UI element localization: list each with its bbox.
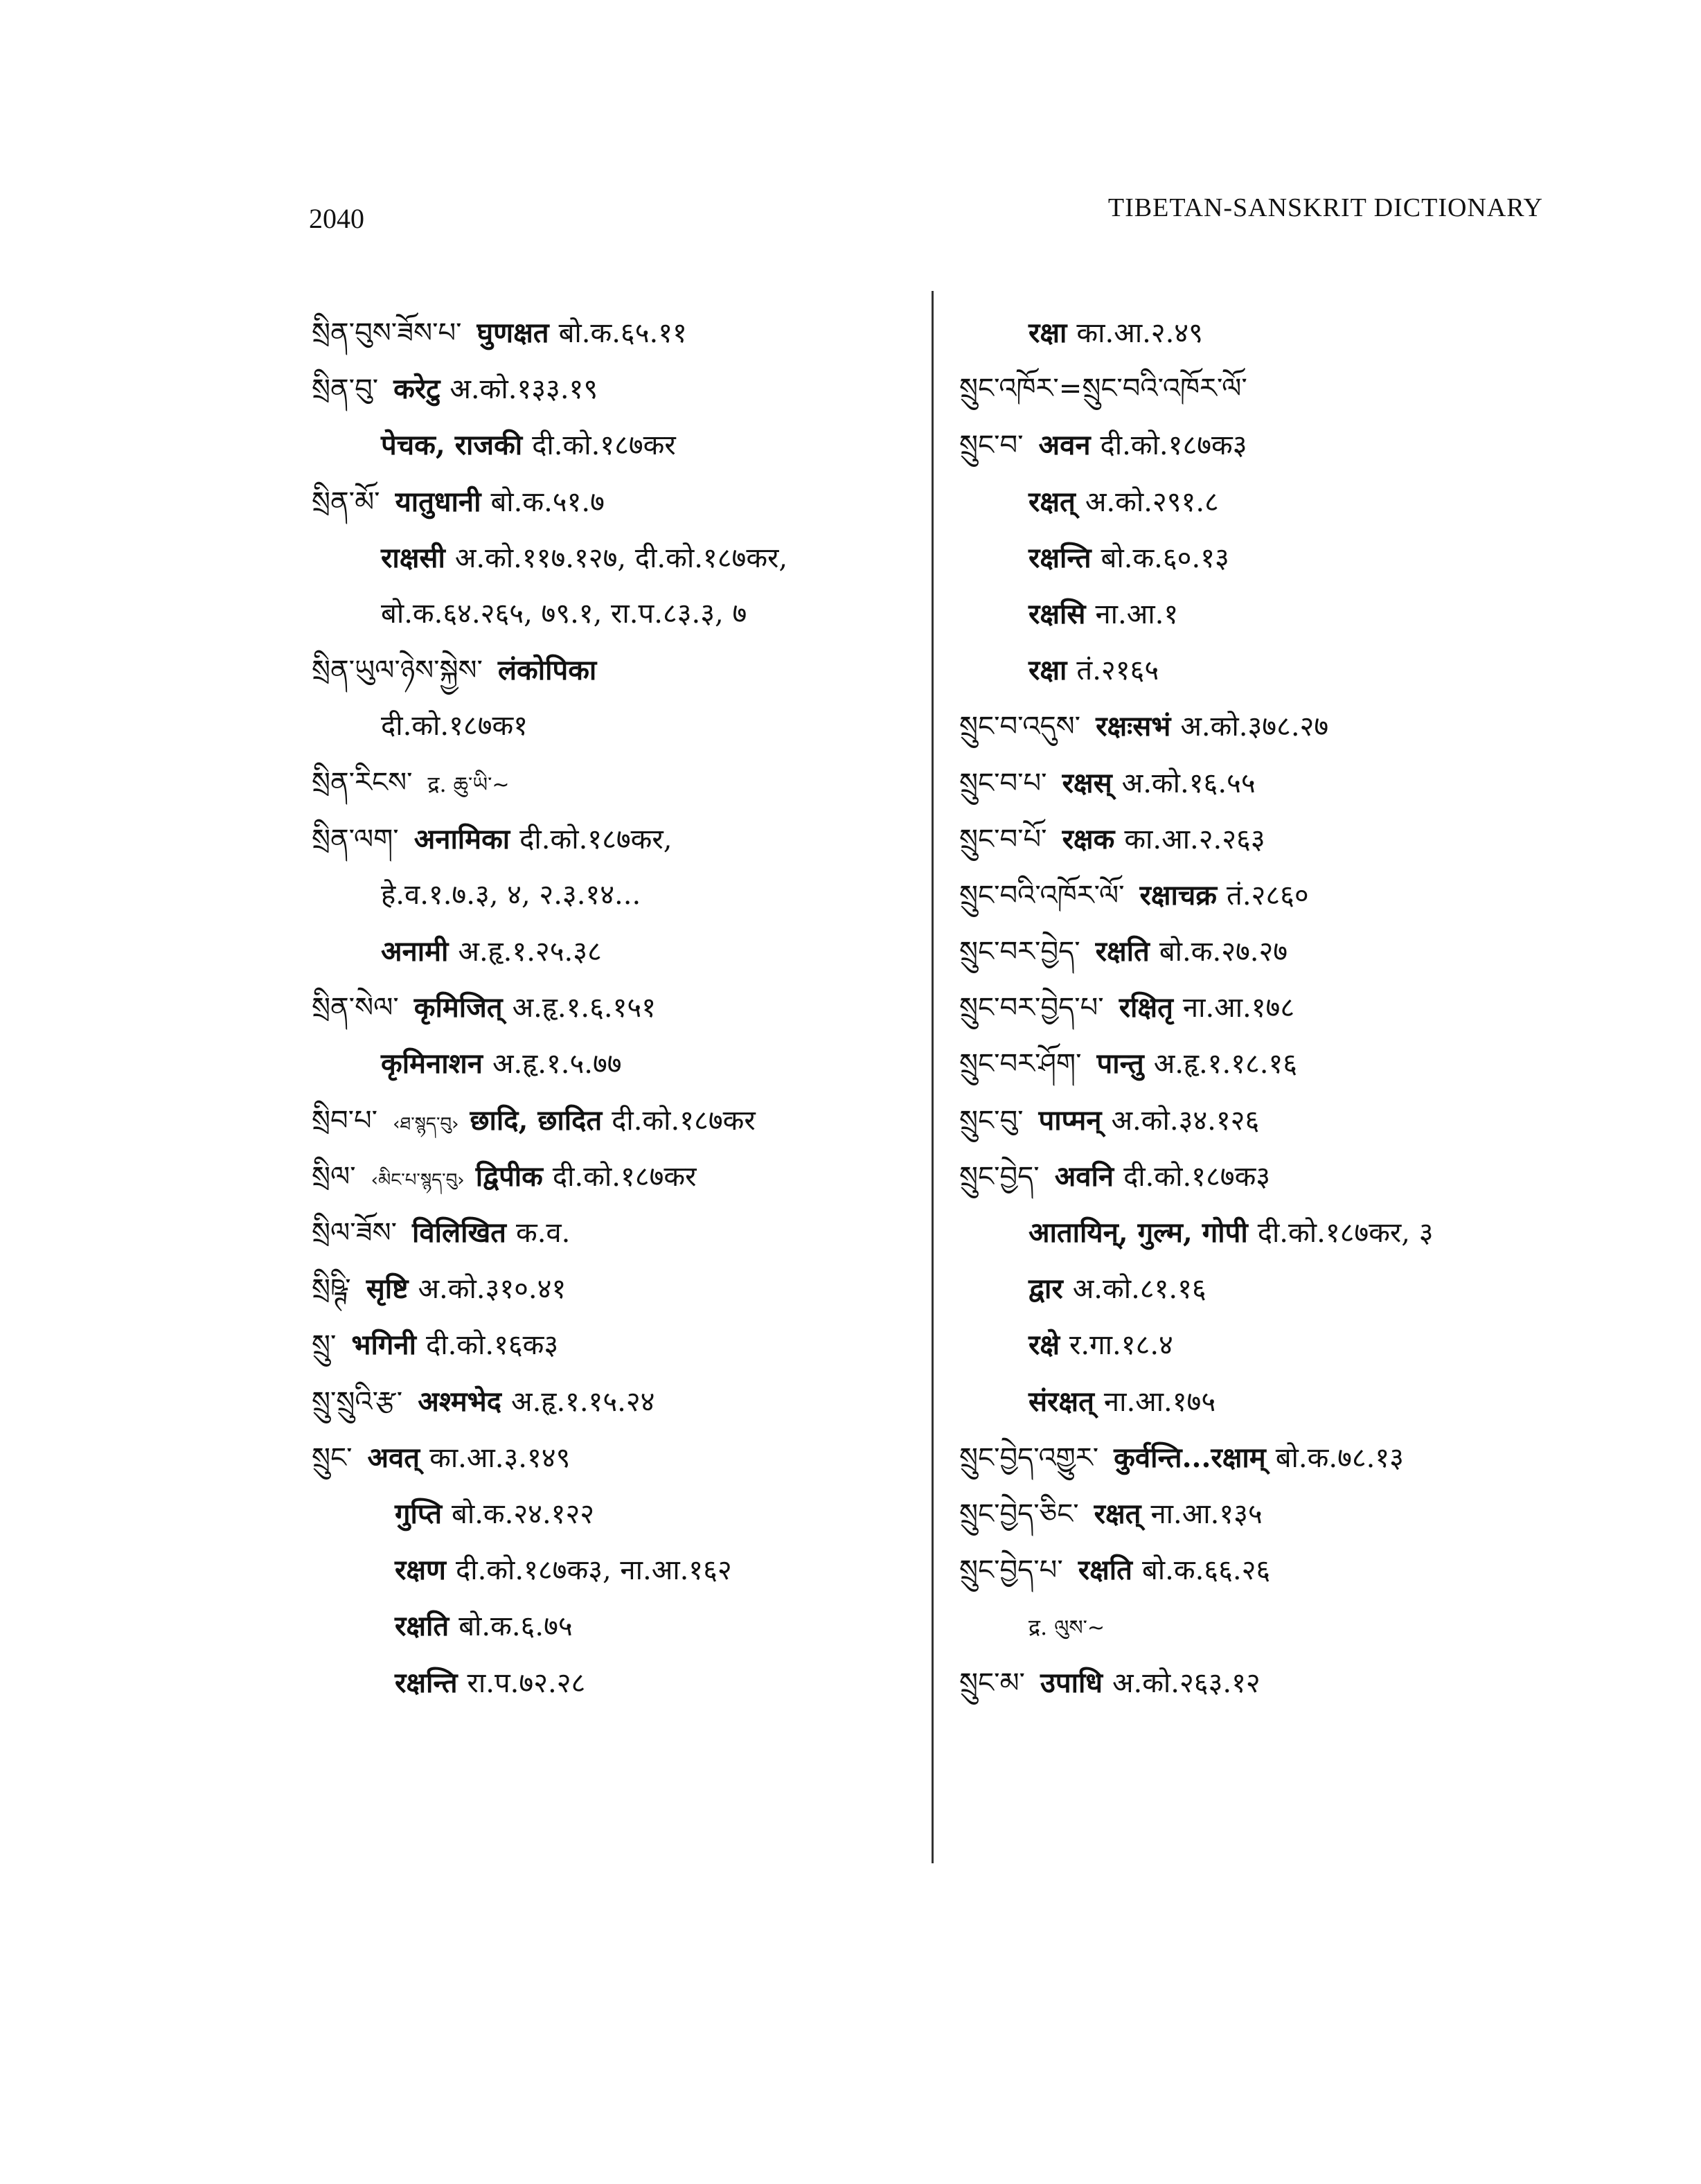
tibetan-headword: སྲུང་བར་བྱེད་པ་: [959, 992, 1104, 1024]
tibetan-headword: སྲིཥྚི་: [312, 1273, 351, 1306]
source-reference: अ.हृ.१.६.१५१: [512, 992, 656, 1024]
sub-entry-line: [312, 417, 921, 473]
source-reference: अ.हृ.१.१८.१६: [1153, 1048, 1298, 1081]
sub-entry-line: [312, 1542, 921, 1598]
sanskrit-equivalent: भगिनी: [351, 1329, 416, 1362]
sanskrit-equivalent: रक्षन्ति: [395, 1666, 458, 1699]
source-reference: बो.क.६.७५: [458, 1610, 573, 1643]
tibetan-headword: སྲིལ་: [312, 1160, 356, 1193]
source-reference: ना.आ.१३५: [1150, 1498, 1263, 1530]
sanskrit-equivalent: अश्मभेद: [418, 1385, 502, 1418]
sub-entry-line: [959, 474, 1569, 530]
source-reference: रा.प.७२.२८: [467, 1667, 586, 1699]
sub-entry-line: [312, 1598, 921, 1654]
source-reference: दी.को.१८७क३: [1123, 1160, 1271, 1193]
sanskrit-equivalent: यातुधानी: [395, 485, 481, 518]
source-reference: बो.क.२४.१२२: [452, 1498, 595, 1530]
tibetan-headword: སྲིལ་ཟོས་: [312, 1217, 397, 1249]
source-reference: दी.को.१८७कर, ३: [1257, 1217, 1434, 1249]
sub-entry-line: [959, 1598, 1569, 1654]
sanskrit-equivalent: घुणक्षत: [477, 317, 549, 349]
source-reference: ना.आ.१७८: [1182, 992, 1295, 1024]
sanskrit-equivalent: गुप्ति: [395, 1497, 442, 1530]
tibetan-headword: སྲིན་རིངས་: [312, 766, 413, 799]
sanskrit-equivalent: पाप्मन्: [1038, 1103, 1102, 1137]
sanskrit-equivalent: उपाधि: [1040, 1666, 1103, 1699]
cross-reference-term: ལུས་~: [1054, 1616, 1105, 1641]
tibetan-headword: སྲུང་བུ་: [959, 1104, 1024, 1137]
source-reference: तं.२८६०: [1227, 879, 1309, 912]
source-reference: दी.को.१८७क३: [1100, 429, 1247, 462]
entry-headword-line: [312, 474, 921, 530]
sub-entry-line: [959, 305, 1569, 361]
source-reference: अ.हृ.१.५.७७: [492, 1048, 622, 1081]
sanskrit-equivalent: सृष्टि: [366, 1272, 409, 1306]
source-reference: का.आ.२.२६३: [1124, 823, 1265, 855]
sanskrit-equivalent: अनामी: [381, 935, 449, 968]
entry-headword-line: [959, 867, 1569, 923]
entry-headword-line: [959, 923, 1569, 979]
sanskrit-equivalent: पेचक, राजकी: [381, 429, 523, 462]
entry-headword-line: [959, 698, 1569, 754]
sanskrit-equivalent: रक्षा: [1028, 654, 1067, 687]
source-reference: बो.क.६५.११: [558, 317, 687, 349]
cross-reference-term: ཆུ་ཡི་~: [453, 772, 510, 797]
entry-headword-line: [312, 361, 921, 417]
sub-entry-line: [312, 586, 921, 642]
source-reference: दी.को.१८७कर: [552, 1160, 697, 1193]
sub-entry-line: [312, 1486, 921, 1542]
entry-headword-line: [312, 1317, 921, 1373]
sanskrit-equivalent: लंकोपिका: [497, 654, 597, 687]
entry-headword-line: [312, 1261, 921, 1317]
sub-entry-line: [312, 1036, 921, 1092]
tibetan-headword: སྲུང་བྱེད་འགྱུར་: [959, 1441, 1099, 1474]
tibetan-headword: སྲུང་མ་: [959, 1667, 1025, 1699]
source-reference: अ.हृ.१.१५.२४: [511, 1385, 655, 1418]
tibetan-headword: སྲུ་: [312, 1329, 337, 1362]
source-reference: हे.व.१.७.३, ४, २.३.१४...: [381, 878, 641, 911]
tibetan-headword: སྲིན་ཡུལ་ཉེས་སྐྱེས་: [312, 655, 483, 687]
entry-headword-line: [312, 1374, 921, 1430]
entry-headword-line: [312, 1148, 921, 1205]
source-reference: तं.२१६५: [1076, 655, 1159, 687]
sanskrit-equivalent: कृमिनाशन: [381, 1047, 483, 1081]
cross-reference-marker: द्र.: [1028, 1614, 1048, 1641]
entry-headword-line: [959, 1542, 1569, 1598]
sanskrit-equivalent: रक्षति: [395, 1610, 449, 1643]
sanskrit-equivalent: पान्तु: [1096, 1047, 1144, 1081]
source-reference: दी.को.१८७कर: [532, 429, 676, 462]
entry-headword-line: [959, 1148, 1569, 1205]
entry-headword-line: [312, 305, 921, 361]
source-reference: ना.आ.१: [1095, 598, 1179, 630]
sanskrit-equivalent: रक्षःसभं: [1096, 710, 1171, 743]
entry-headword-line: [312, 1092, 921, 1148]
entry-headword-line: [959, 1036, 1569, 1092]
tibetan-headword: སྲུང་བྱེད་: [959, 1160, 1040, 1193]
sanskrit-equivalent: अनामिका: [413, 822, 510, 855]
source-reference: क.व.: [515, 1217, 571, 1249]
sanskrit-equivalent: आतायिन्, गुल्म, गोपी: [1028, 1216, 1248, 1249]
entry-headword-line: [959, 811, 1569, 867]
entry-headword-line: [312, 811, 921, 867]
entry-headword-line: [312, 1205, 921, 1261]
entry-headword-line: [312, 979, 921, 1036]
source-reference: बो.क.५१.७: [490, 486, 605, 518]
entry-headword-line: [959, 361, 1569, 417]
source-reference: ना.आ.१७५: [1103, 1385, 1216, 1418]
sanskrit-equivalent: रक्षक: [1062, 822, 1115, 855]
source-reference: दी.को.१८७कर,: [519, 823, 673, 855]
tibetan-headword: སྲིན་སེལ་: [312, 992, 399, 1024]
source-reference: बो.क.६४.२६५, ७९.१, रा.प.८३.३, ७: [381, 597, 747, 630]
entry-headword-line: [959, 1092, 1569, 1148]
sub-entry-line: [959, 530, 1569, 586]
tibetan-headword: སྲུང་བ་པ་: [959, 767, 1047, 799]
sanskrit-equivalent: रक्षण: [395, 1554, 446, 1587]
left-column: [312, 305, 921, 1711]
sanskrit-equivalent: विलिखित: [412, 1216, 506, 1249]
sub-entry-line: [959, 1205, 1569, 1261]
entry-headword-line: [959, 755, 1569, 811]
tibetan-headword: སྲིན་མོ་: [312, 486, 380, 518]
sanskrit-equivalent: रक्षितृ: [1119, 991, 1173, 1024]
source-reference: बो.क.२७.२७: [1159, 936, 1288, 968]
tibetan-headword: སྲིན་ལག་: [312, 823, 399, 855]
sub-entry-line: [312, 923, 921, 979]
source-reference: दी.को.१८७क३, ना.आ.१६२: [455, 1554, 732, 1587]
entry-headword-line: [959, 1486, 1569, 1542]
entry-headword-line: [312, 1430, 921, 1486]
sub-entry-line: [959, 1374, 1569, 1430]
source-reference: अ.को.१६.५५: [1121, 767, 1256, 799]
source-reference: अ.को.२९१.८: [1085, 486, 1219, 518]
sanskrit-equivalent: रक्षति: [1078, 1554, 1132, 1587]
sanskrit-equivalent: रक्षसि: [1028, 597, 1086, 630]
sub-entry-line: [312, 530, 921, 586]
source-reference: अ.को.३१०.४१: [418, 1273, 567, 1306]
entry-headword-line: [959, 417, 1569, 473]
sanskrit-equivalent: रक्षा: [1028, 317, 1067, 349]
right-column: [959, 305, 1569, 1711]
sanskrit-equivalent: रक्षस्: [1062, 766, 1112, 799]
source-reference: अ.को.११७.१२७, दी.को.१८७कर,: [454, 542, 788, 574]
grammar-note: ‹ཐ་སྙད་བུ›: [393, 1113, 459, 1135]
sanskrit-equivalent: द्विपीक: [475, 1160, 543, 1193]
source-reference: अ.को.८१.१६: [1072, 1273, 1206, 1306]
sanskrit-equivalent: रक्षे: [1028, 1329, 1060, 1362]
source-reference: बो.क.६६.२६: [1141, 1554, 1271, 1587]
source-reference: बो.क.६०.१३: [1101, 542, 1229, 574]
entry-headword-line: [312, 642, 921, 698]
column-divider: [932, 291, 934, 1863]
source-reference: दी.को.१८७कर: [612, 1104, 756, 1137]
sanskrit-equivalent: अवनि: [1054, 1160, 1114, 1193]
tibetan-headword: སྲིན་བུས་ཟོས་པ་: [312, 317, 462, 349]
sub-entry-line: [312, 698, 921, 754]
tibetan-headword: སྲིབ་པ་: [312, 1104, 378, 1137]
entry-headword-line: [959, 979, 1569, 1036]
sanskrit-equivalent: अवत्: [367, 1441, 420, 1474]
entry-headword-line: [959, 1430, 1569, 1486]
sanskrit-equivalent: संरक्षत्: [1028, 1385, 1094, 1418]
sanskrit-equivalent: करेटु: [393, 373, 440, 406]
tibetan-headword: སྲུ་སྲུའི་རྩ་: [312, 1385, 403, 1418]
source-reference: दी.को.१८७क१: [381, 710, 528, 743]
sub-entry-line: [959, 1261, 1569, 1317]
sub-entry-line: [959, 586, 1569, 642]
tibetan-headword: སྲུང་བྱེད་ཅིང་: [959, 1498, 1079, 1530]
sanskrit-equivalent: रक्षति: [1095, 935, 1150, 968]
source-reference: बो.क.७८.१३: [1275, 1441, 1404, 1474]
running-title: TIBETAN-SANSKRIT DICTIONARY: [1107, 193, 1543, 222]
source-reference: का.आ.३.१४९: [429, 1441, 571, 1474]
sub-entry-line: [959, 642, 1569, 698]
entry-headword-line: [959, 1655, 1569, 1711]
tibetan-headword: སྲུང་བ་འདུས་: [959, 711, 1081, 743]
tibetan-headword: སྲུང་: [312, 1441, 353, 1474]
tibetan-headword: སྲིན་བུ་: [312, 373, 379, 406]
tibetan-headword: སྲུང་བ་: [959, 429, 1024, 462]
source-reference: र.गा.१८.४: [1069, 1329, 1173, 1362]
source-reference: दी.को.१६क३: [425, 1329, 559, 1362]
tibetan-headword: སྲུང་བ་པོ་: [959, 823, 1047, 855]
tibetan-headword: སྲུང་བར་བྱེད་: [959, 936, 1080, 968]
source-reference: का.आ.२.४९: [1076, 317, 1203, 349]
source-reference: अ.को.२६३.१२: [1112, 1667, 1261, 1699]
source-reference: अ.को.३४.१२६: [1111, 1104, 1260, 1137]
sub-entry-line: [959, 1317, 1569, 1373]
sub-entry-line: [312, 867, 921, 923]
sanskrit-equivalent: कृमिजित्: [413, 991, 503, 1024]
source-reference: अ.को.१३३.१९: [449, 373, 598, 406]
cross-reference-marker: द्र.: [427, 770, 447, 797]
source-reference: अ.को.३७८.२७: [1180, 711, 1329, 743]
tibetan-headword: སྲུང་འཁོར་=སྲུང་བའི་འཁོར་ལོ་: [959, 373, 1247, 405]
sanskrit-equivalent: अवन: [1038, 429, 1091, 462]
tibetan-headword: སྲུང་བའི་འཁོར་ལོ་: [959, 879, 1125, 912]
tibetan-headword: སྲུང་བར་ཤོག་: [959, 1048, 1082, 1081]
sub-entry-line: [312, 1655, 921, 1711]
source-reference: अ.हृ.१.२५.३८: [458, 936, 602, 968]
sanskrit-equivalent: रक्षत्: [1028, 485, 1076, 518]
sanskrit-equivalent: द्वार: [1028, 1272, 1063, 1306]
grammar-note: ‹མིང་པ་སྙད་བུ›: [371, 1169, 465, 1191]
sanskrit-equivalent: रक्षन्ति: [1028, 541, 1092, 574]
sanskrit-equivalent: राक्षसी: [381, 541, 445, 574]
sanskrit-equivalent: रक्षाचक्र: [1139, 878, 1218, 912]
sanskrit-equivalent: छादि, छादित: [470, 1103, 603, 1137]
page-number: 2040: [309, 203, 364, 234]
entry-headword-line: [312, 755, 921, 811]
sanskrit-equivalent: रक्षत्: [1094, 1497, 1141, 1530]
tibetan-headword: སྲུང་བྱེད་པ་: [959, 1554, 1063, 1587]
sanskrit-equivalent: कुर्वन्ति...रक्षाम्: [1114, 1441, 1266, 1474]
